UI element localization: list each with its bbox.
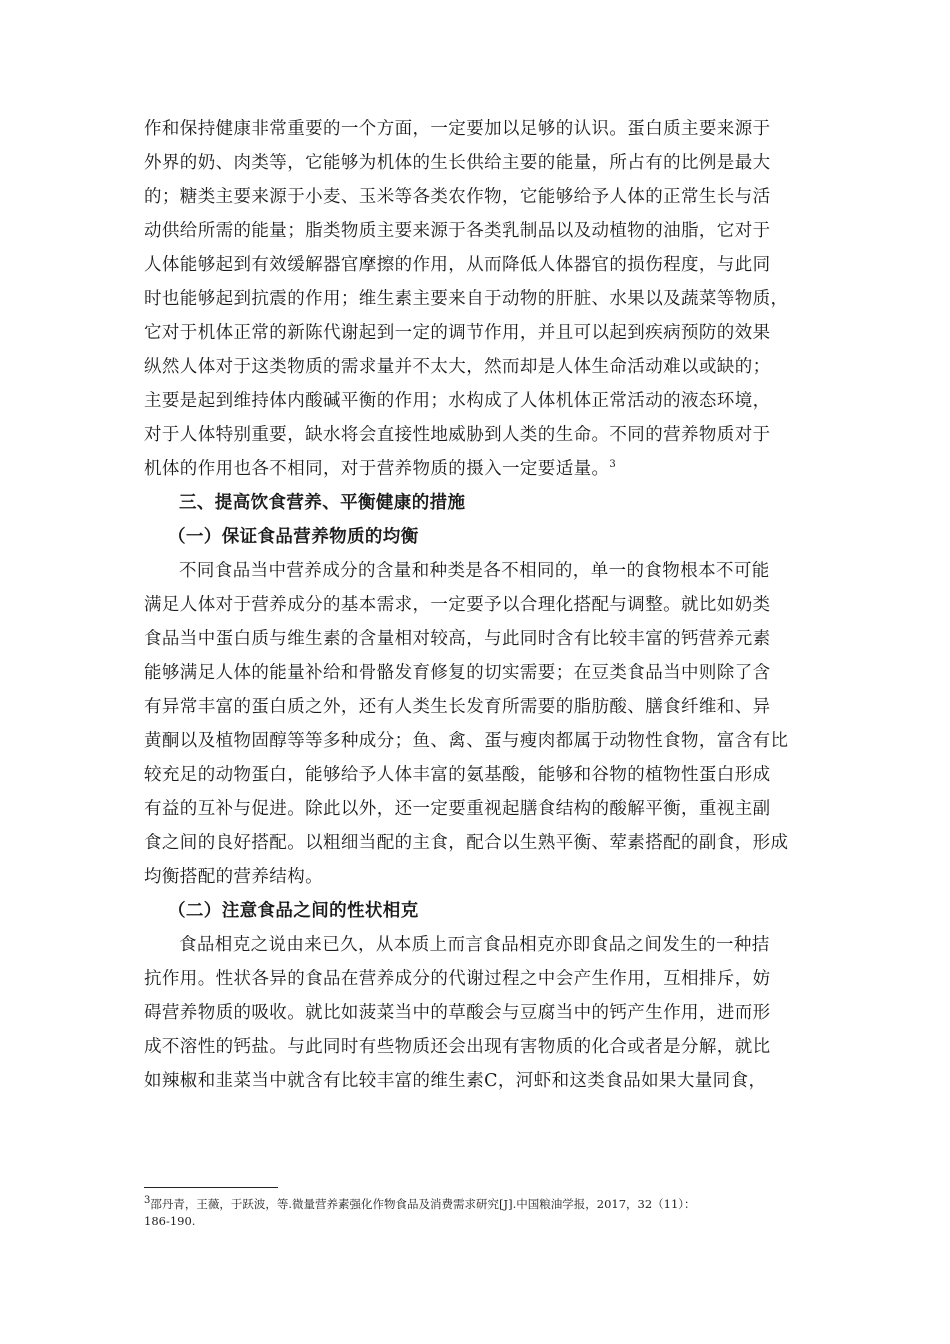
subsection-heading: （二）注意食品之间的性状相克 bbox=[168, 901, 419, 921]
text-line: 均衡搭配的营养结构。 bbox=[144, 867, 323, 887]
text-line: 人体能够起到有效缓解器官摩擦的作用，从而降低人体器官的损伤程度，与此同 bbox=[144, 255, 771, 275]
text-line: 食品相克之说由来已久，从本质上而言食品相克亦即食品之间发生的一种拮 bbox=[179, 935, 770, 955]
footnote-line: 186-190. bbox=[144, 1214, 196, 1228]
text-line: 食品当中蛋白质与维生素的含量相对较高，与此同时含有比较丰富的钙营养元素 bbox=[144, 629, 771, 649]
text-line: 食之间的良好搭配。以粗细当配的主食，配合以生熟平衡、荤素搭配的副食，形成 bbox=[144, 833, 789, 853]
text-line: 对于人体特别重要，缺水将会直接性地威胁到人类的生命。不同的营养物质对于 bbox=[144, 425, 771, 445]
footnote-reference[interactable]: 3 bbox=[609, 459, 617, 471]
text-line: 它对于机体正常的新陈代谢起到一定的调节作用，并且可以起到疾病预防的效果 bbox=[144, 323, 771, 343]
text-line bbox=[144, 452, 812, 486]
text-line: 外界的奶、肉类等，它能够为机体的生长供给主要的能量，所占有的比例是最大 bbox=[144, 153, 771, 173]
text-line: 如辣椒和韭菜当中就含有比较丰富的维生素C，河虾和这类食品如果大量同食， bbox=[144, 1071, 767, 1091]
paragraph-nutrients bbox=[144, 112, 812, 486]
text-line: 作和保持健康非常重要的一个方面，一定要加以足够的认识。蛋白质主要来源于 bbox=[144, 119, 771, 139]
text-line: 的；糖类主要来源于小麦、玉米等各类农作物，它能够给予人体的正常生长与活 bbox=[144, 187, 771, 207]
text-line: 有异常丰富的蛋白质之外，还有人类生长发育所需要的脂肪酸、膳食纤维和、异 bbox=[144, 697, 771, 717]
footnote-citation: 邵丹青，王薇，于跃波，等.微量营养素强化作物食品及消费需求研究[J].中国粮油学报，2017，32（11）： bbox=[150, 1197, 696, 1211]
footnote-marker: 3 bbox=[144, 1195, 151, 1207]
paragraph-food-balance bbox=[144, 554, 812, 894]
text-line: 能够满足人体的能量补给和骨骼发育修复的切实需要；在豆类食品当中则除了含 bbox=[144, 663, 771, 683]
footnote-separator bbox=[144, 1187, 278, 1188]
text-line: 较充足的动物蛋白，能够给予人体丰富的氨基酸，能够和谷物的植物性蛋白形成 bbox=[144, 765, 771, 785]
text-line: 不同食品当中营养成分的含量和种类是各不相同的，单一的食物根本不可能 bbox=[179, 561, 770, 581]
text-line: 黄酮以及植物固醇等等多种成分；鱼、禽、蛋与瘦肉都属于动物性食物，富含有比 bbox=[144, 731, 789, 751]
subsection-heading: （一）保证食品营养物质的均衡 bbox=[168, 527, 419, 547]
footnote bbox=[144, 1196, 812, 1230]
text-line-content: 机体的作用也各不相同，对于营养物质的摄入一定要适量。 bbox=[144, 459, 610, 479]
text-line: 时也能够起到抗震的作用；维生素主要来自于动物的肝脏、水果以及蔬菜等物质， bbox=[144, 289, 789, 309]
text-line: 纵然人体对于这类物质的需求量并不太大，然而却是人体生命活动难以或缺的； bbox=[144, 357, 771, 377]
text-line: 成不溶性的钙盐。与此同时有些物质还会出现有害物质的化合或者是分解，就比 bbox=[144, 1037, 771, 1057]
footnote-line bbox=[144, 1196, 812, 1213]
text-line: 满足人体对于营养成分的基本需求，一定要予以合理化搭配与调整。就比如奶类 bbox=[144, 595, 771, 615]
paragraph-food-incompatibility bbox=[144, 928, 812, 1098]
text-line: 碍营养物质的吸收。就比如菠菜当中的草酸会与豆腐当中的钙产生作用，进而形 bbox=[144, 1003, 771, 1023]
body-text bbox=[144, 112, 812, 1098]
text-line: 动供给所需的能量；脂类物质主要来源于各类乳制品以及动植物的油脂，它对于 bbox=[144, 221, 771, 241]
section-heading: 三、提高饮食营养、平衡健康的措施 bbox=[179, 493, 466, 513]
text-line: 抗作用。性状各异的食品在营养成分的代谢过程之中会产生作用，互相排斥，妨 bbox=[144, 969, 771, 989]
text-line: 主要是起到维持体内酸碱平衡的作用；水构成了人体机体正常活动的液态环境， bbox=[144, 391, 771, 411]
text-line: 有益的互补与促进。除此以外，还一定要重视起膳食结构的酸解平衡，重视主副 bbox=[144, 799, 771, 819]
